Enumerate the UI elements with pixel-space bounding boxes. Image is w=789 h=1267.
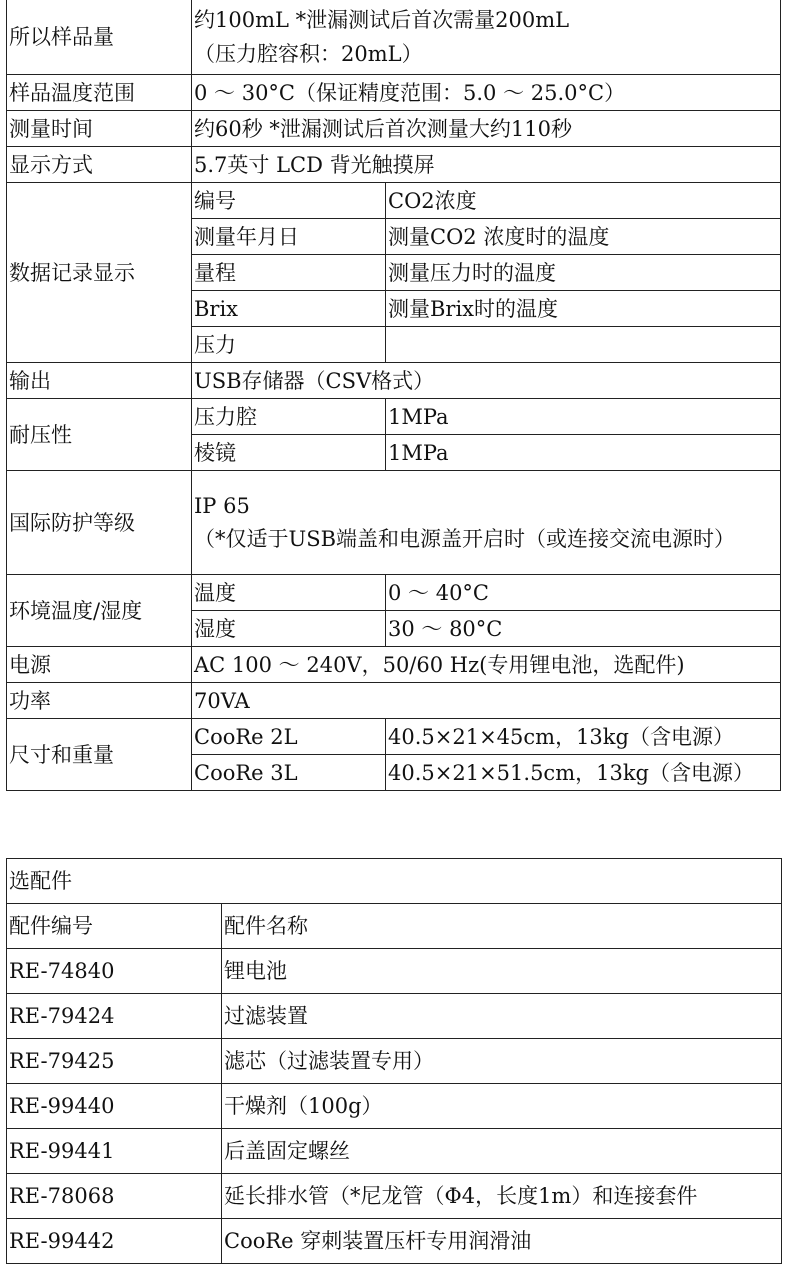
spec-row-pressure-resistance [7,399,781,435]
spec-subcell: 测量压力时的温度 [386,255,781,291]
spec-subcell: CooRe 2L [192,719,386,755]
accessory-code: RE-74840 [7,949,222,994]
spec-value-line: 约100mL *泄漏测试后首次需量200mL [194,7,570,32]
spec-label: 电源 [7,647,192,683]
spec-label: 样品温度范围 [7,75,192,111]
accessory-name: 干燥剂（100g） [222,1084,782,1129]
accessory-row [7,1174,782,1219]
spec-row-sample-temp [7,75,781,111]
spec-subcell: CO2浓度 [386,183,781,219]
spec-label: 测量时间 [7,111,192,147]
spec-subcell: 40.5×21×51.5cm，13kg（含电源） [386,755,781,791]
spec-subcell: 40.5×21×45cm，13kg（含电源） [386,719,781,755]
accessory-code: RE-78068 [7,1174,222,1219]
spec-value: AC 100 ～ 240V，50/60 Hz(专用锂电池，选配件) [192,647,781,683]
spec-label: 所以样品量 [7,0,192,75]
spec-subcell: CooRe 3L [192,755,386,791]
spec-subcell: 30 ～ 80°C [386,611,781,647]
spec-label: 国际防护等级 [7,471,192,575]
spec-row-output [7,363,781,399]
spec-subcell: 编号 [192,183,386,219]
spec-label: 输出 [7,363,192,399]
spec-subcell: 1MPa [386,399,781,435]
spec-row-data-record [7,183,781,219]
accessory-name: 过滤装置 [222,994,782,1039]
spec-subcell: 棱镜 [192,435,386,471]
spec-subcell: 湿度 [192,611,386,647]
accessory-code: RE-79424 [7,994,222,1039]
spec-subcell: 量程 [192,255,386,291]
spec-value: 70VA [192,683,781,719]
spec-subcell [386,327,781,363]
spec-value-line: （压力腔容积：20mL） [194,41,423,66]
spec-row-power [7,683,781,719]
spec-table [6,0,781,791]
accessory-row [7,1129,782,1174]
accessories-header-row [7,904,782,949]
spec-value-line: （*仅适于USB端盖和电源盖开启时（或连接交流电源时） [194,526,736,551]
accessory-row [7,994,782,1039]
spec-row-size-weight [7,719,781,755]
accessory-name: CooRe 穿刺装置压杆专用润滑油 [222,1219,782,1264]
spec-subcell: 测量Brix时的温度 [386,291,781,327]
spec-row-power-source [7,647,781,683]
accessory-row [7,1084,782,1129]
spec-subcell: 1MPa [386,435,781,471]
accessory-code: RE-99442 [7,1219,222,1264]
spec-subcell: 0 ～ 40°C [386,575,781,611]
spec-value: 0 ～ 30°C（保证精度范围：5.0 ～ 25.0°C） [192,75,781,111]
spec-row-measure-time [7,111,781,147]
accessory-name: 延长排水管（*尼龙管（Φ4，长度1m）和连接套件 [222,1174,782,1219]
accessory-name: 滤芯（过滤装置专用） [222,1039,782,1084]
accessory-code: RE-99441 [7,1129,222,1174]
spec-subcell: 压力 [192,327,386,363]
accessory-code: RE-99440 [7,1084,222,1129]
spec-row-display [7,147,781,183]
spec-label: 数据记录显示 [7,183,192,363]
spec-value: USB存储器（CSV格式） [192,363,781,399]
spec-subcell: Brix [192,291,386,327]
spec-row-environment [7,575,781,611]
accessory-code: RE-79425 [7,1039,222,1084]
spec-subcell: 测量年月日 [192,219,386,255]
spec-row-sample-volume [7,0,781,75]
accessory-row [7,1219,782,1264]
accessory-name: 后盖固定螺丝 [222,1129,782,1174]
spec-value: 约60秒 *泄漏测试后首次测量大约110秒 [192,111,781,147]
spec-label: 耐压性 [7,399,192,471]
spec-subcell: 测量CO2 浓度时的温度 [386,219,781,255]
spec-row-protection [7,471,781,575]
spec-value [192,0,781,75]
spec-value: 5.7英寸 LCD 背光触摸屏 [192,147,781,183]
accessories-title: 选配件 [7,859,782,904]
spec-label: 功率 [7,683,192,719]
spec-subcell: 压力腔 [192,399,386,435]
spec-label: 显示方式 [7,147,192,183]
spec-value-line: IP 65 [194,493,250,518]
spec-value [192,471,781,575]
spec-label: 尺寸和重量 [7,719,192,791]
accessories-title-row [7,859,782,904]
accessories-header-code: 配件编号 [7,904,222,949]
spec-label: 环境温度/湿度 [7,575,192,647]
accessories-table [6,858,782,1264]
accessories-header-name: 配件名称 [222,904,782,949]
spec-subcell: 温度 [192,575,386,611]
accessory-name: 锂电池 [222,949,782,994]
accessory-row [7,1039,782,1084]
accessory-row [7,949,782,994]
